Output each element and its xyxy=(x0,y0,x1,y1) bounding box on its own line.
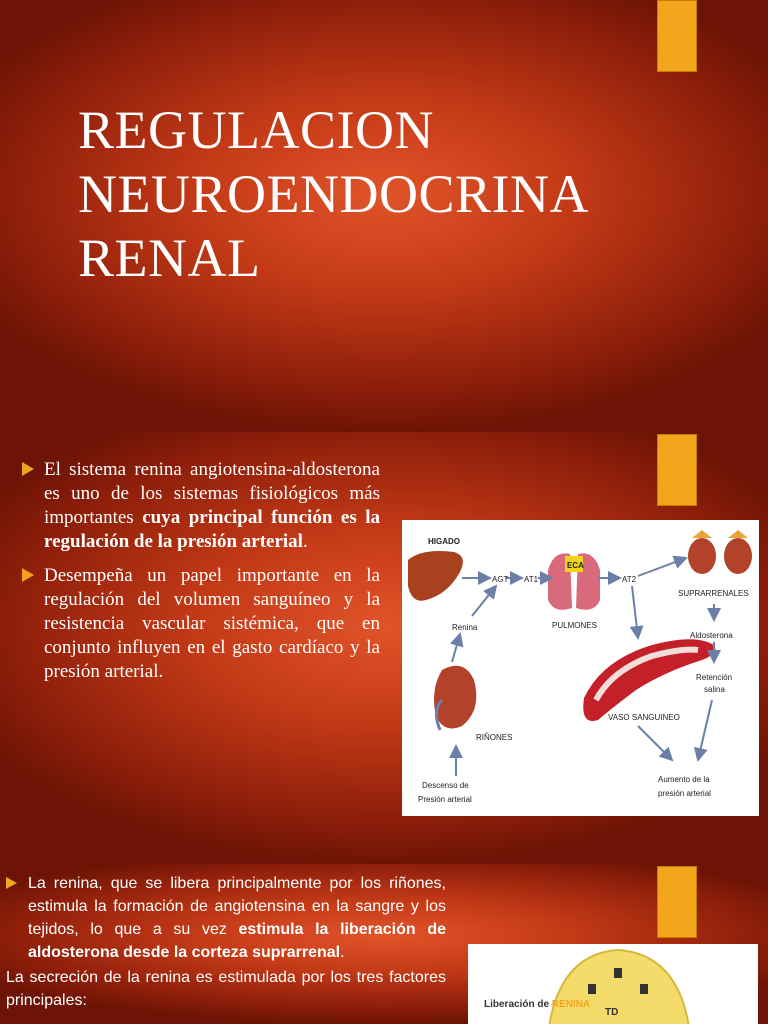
label-pulmones: PULMONES xyxy=(552,621,597,630)
label-aldosterona: Aldosterona xyxy=(690,631,733,640)
label-suprarrenales: SUPRARRENALES xyxy=(678,589,749,598)
adrenal-kidney-icon xyxy=(724,538,752,574)
label-renina: Renina xyxy=(452,623,478,632)
label-aumento: Aumento de la xyxy=(658,775,710,784)
mini-label-text: Liberación de xyxy=(484,999,550,1010)
bullet-item xyxy=(22,458,380,554)
title-line-2: NEUROENDOCRINA xyxy=(78,164,589,224)
raas-diagram-svg xyxy=(402,520,759,816)
paragraph-secrecion: La secreción de la renina es estimulada por los tres factores principales: xyxy=(6,969,446,1009)
paragraph-bold-text: estimula la liberación de aldosterona desde la corteza suprarrenal xyxy=(28,921,447,961)
label-salina: salina xyxy=(704,685,725,694)
mini-td-label: TD xyxy=(605,1007,619,1018)
label-rinones: RIÑONES xyxy=(476,733,513,742)
kidney-icon xyxy=(434,666,476,729)
slide3-text xyxy=(6,872,446,1012)
label-descenso: Descenso de xyxy=(422,781,469,790)
orange-tab xyxy=(657,434,697,506)
slide-renina xyxy=(0,864,768,1024)
bullet-end: . xyxy=(302,531,308,552)
label-agt: AGT xyxy=(492,575,509,584)
label-retencion: Retención xyxy=(696,673,733,682)
paragraph-end: . xyxy=(340,944,345,961)
label-at1: AT1 xyxy=(524,575,539,584)
bullet-text: El sistema renina angiotensina-aldosterona es uno de los sistemas fisiológicos más importantes xyxy=(44,459,380,528)
bullet-item xyxy=(22,564,380,684)
bullet-text: Desempeña un papel importante en la regulación del volumen sanguíneo y la resistencia vascular sistémica, que en conjunto influyen en el gasto cardíaco y la presión arterial. xyxy=(44,565,380,682)
orange-tab xyxy=(657,0,697,72)
title-line-1: REGULACION xyxy=(78,100,434,160)
bullet-bold-text: cuya principal función es la regulación de la presión arterial xyxy=(44,507,381,552)
bullet-list xyxy=(22,458,380,694)
label-at2: AT2 xyxy=(622,575,637,584)
label-vaso-sanguineo: VASO SANGUINEO xyxy=(608,713,680,722)
mini-label xyxy=(484,999,590,1010)
bullet-arrow-icon xyxy=(6,877,17,889)
bullet-arrow-icon xyxy=(22,568,34,582)
raas-diagram xyxy=(402,520,759,816)
renina-diagram xyxy=(468,944,758,1024)
title-line-3: RENAL xyxy=(78,228,261,288)
label-eca: ECA xyxy=(567,561,584,570)
page-title xyxy=(78,98,589,290)
label-higado: HIGADO xyxy=(428,537,460,546)
slide-raas xyxy=(0,432,768,864)
adrenal-kidney-icon xyxy=(688,538,716,574)
label-presion-arterial-2: presión arterial xyxy=(658,789,711,798)
paragraph-renina xyxy=(6,872,446,964)
liver-icon xyxy=(408,551,463,601)
slide-title xyxy=(0,0,768,432)
bullet-arrow-icon xyxy=(22,462,34,476)
label-presion-arterial: Presión arterial xyxy=(418,795,472,804)
paragraph-text: La renina, que se libera principalmente por los riñones, estimula la formación de angiotensina en la sangre y los tejidos, lo que a su vez xyxy=(28,875,446,938)
orange-tab xyxy=(657,866,697,938)
mini-label-highlight: RENINA xyxy=(551,999,591,1010)
